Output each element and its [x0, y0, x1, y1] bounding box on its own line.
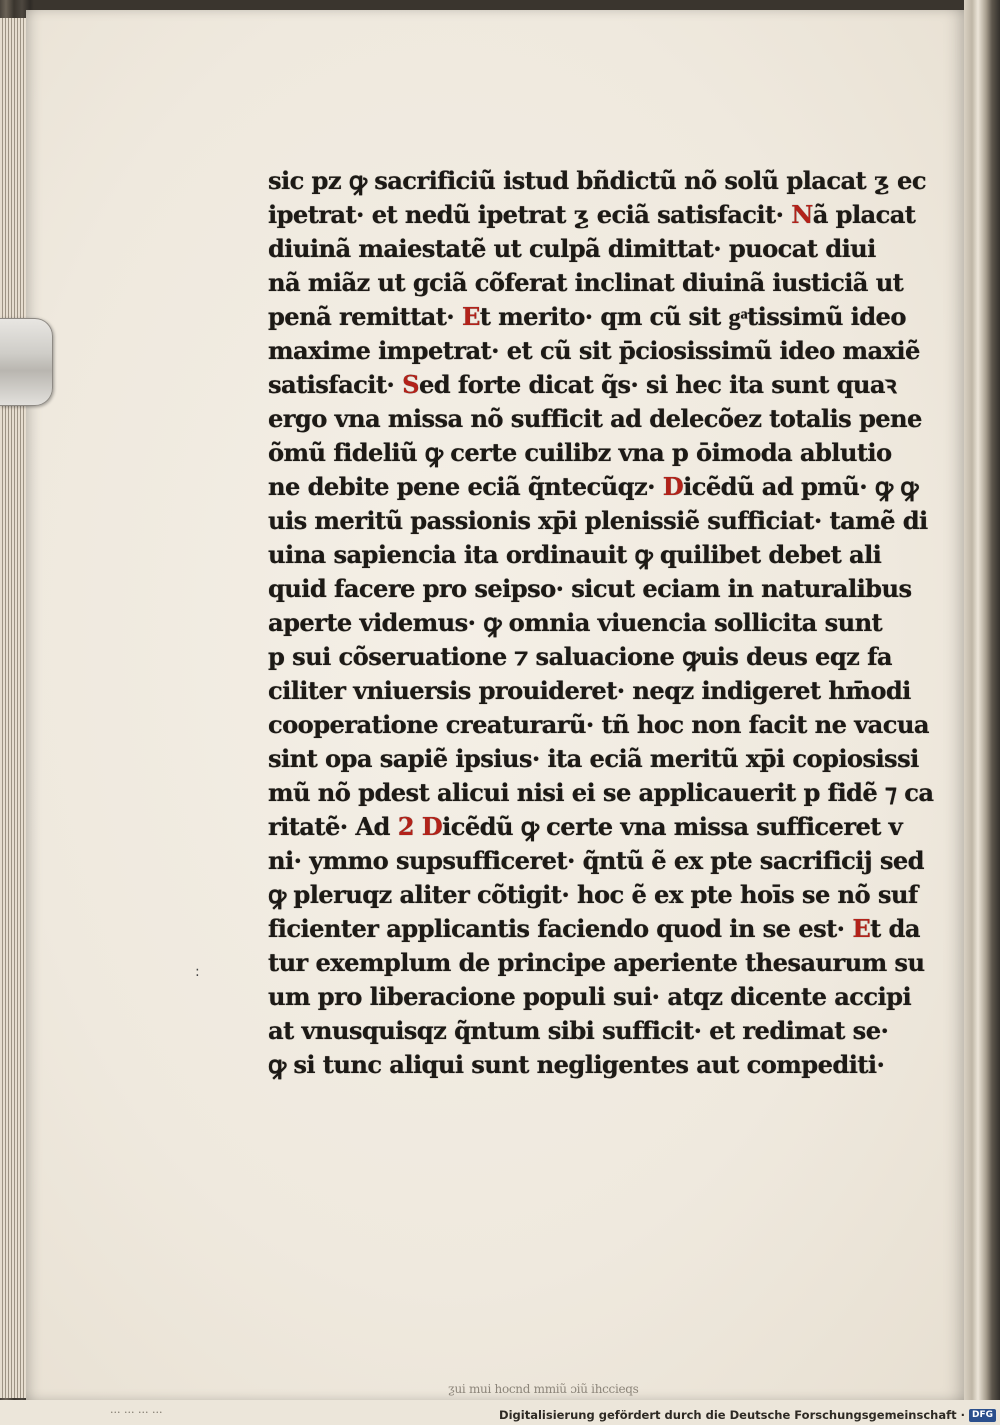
text-line: [268, 436, 892, 470]
line-text: ficienter applicantis faciendo quod in se est·: [268, 914, 853, 943]
line-text: ã placat: [812, 200, 916, 229]
line-text: õmũ fideliũ ꝙ certe cuilibz vna p ōimoda ablutio: [268, 438, 892, 467]
text-line: [268, 164, 926, 198]
line-text: ipetrat· et nedũ ipetrat ƺ eciã satisfacit·: [268, 200, 792, 229]
rubricated-initial: 2: [397, 812, 414, 841]
line-text: uis meritũ passionis xp̄i plenissiẽ sufficiat· tamẽ di: [268, 506, 928, 535]
line-text: t merito· qm cũ sit gͣtissimũ ideo: [479, 302, 906, 331]
text-line: [268, 844, 924, 878]
text-line: [268, 810, 903, 844]
text-line: [268, 1048, 885, 1082]
text-block: [268, 164, 934, 1082]
rubricated-initial: S: [402, 370, 419, 399]
text-line: [268, 980, 912, 1014]
margin-mark: :: [195, 964, 200, 980]
footer-credit: [499, 1406, 996, 1424]
line-text: uina sapiencia ita ordinauit ꝙ quilibet debet ali: [268, 540, 882, 569]
facing-page-text: ... ... ... ...: [110, 1403, 163, 1416]
line-text: mũ nõ pdest alicui nisi ei se applicauerit p fidẽ ⁊ ca: [268, 778, 934, 807]
line-text: quid facere pro seipso· sicut eciam in naturalibus: [268, 574, 912, 603]
line-text: p sui cõseruatione ⁊ saluacione ꝙuis deus eqz fa: [268, 642, 892, 671]
text-line: [268, 232, 876, 266]
text-line: [268, 606, 883, 640]
line-text: ritatẽ· Ad: [268, 812, 398, 841]
line-text: aperte videmus· ꝙ omnia viuencia sollicita sunt: [268, 608, 883, 637]
rubricated-initial: E: [852, 914, 871, 943]
line-text: icẽdũ ꝙ certe vna missa sufficeret v: [442, 812, 903, 841]
line-text: sic pz ꝙ sacrificiũ istud bñdictũ nõ solũ placat ƺ ec: [268, 166, 926, 195]
text-line: [268, 300, 906, 334]
text-line: [268, 912, 920, 946]
line-text: diuinã maiestatẽ ut culpã dimittat· puocat diui: [268, 234, 876, 263]
dfg-logo: DFG: [969, 1409, 996, 1422]
text-line: [268, 776, 934, 810]
line-text: ciliter vniuersis prouideret· neqz indigeret hm̄odi: [268, 676, 911, 705]
text-line: [268, 878, 918, 912]
line-text: maxime impetrat· et cũ sit p̄ciosissimũ ideo maxiẽ: [268, 336, 920, 365]
text-line: [268, 266, 904, 300]
line-text: cooperatione creaturarũ· tñ hoc non facit ne vacua: [268, 710, 929, 739]
line-text: [414, 812, 422, 841]
bleed-through-text: ƺui mui hocnd mmiũ ɔiũ ihccieqs: [448, 1382, 639, 1396]
line-text: penã remittat·: [268, 302, 462, 331]
right-page-edges: [964, 0, 1000, 1400]
text-line: [268, 368, 896, 402]
line-text: ni· ymmo supsufficeret· q̃ntũ ẽ ex pte sacrificij sed: [268, 846, 924, 875]
line-text: ed forte dicat q̃s· si hec ita sunt quaꝛ: [418, 370, 896, 399]
text-line: [268, 708, 929, 742]
text-line: [268, 470, 918, 504]
text-line: [268, 946, 925, 980]
line-text: nã miãz ut gciã cõferat inclinat diuinã iusticiã ut: [268, 268, 904, 297]
rubricated-initial: D: [662, 472, 684, 501]
text-line: [268, 538, 882, 572]
text-line: [268, 640, 892, 674]
page-clip: [0, 318, 53, 406]
line-text: satisfacit·: [268, 370, 403, 399]
line-text: um pro liberacione populi sui· atqz dicente accipi: [268, 982, 912, 1011]
rubricated-initial: N: [791, 200, 813, 229]
line-text: ꝙ pleruqz aliter cõtigit· hoc ẽ ex pte hoīs se nõ suf: [268, 880, 918, 909]
line-text: icẽdũ ad pmũ· ꝙ ꝙ: [683, 472, 918, 501]
text-line: [268, 742, 919, 776]
text-line: [268, 504, 928, 538]
line-text: sint opa sapiẽ ipsius· ita eciã meritũ xp̄i copiosissi: [268, 744, 919, 773]
line-text: t da: [870, 914, 920, 943]
text-line: [268, 572, 912, 606]
line-text: ne debite pene eciã q̃ntecũqz·: [268, 472, 663, 501]
line-text: at vnusquisqz q̃ntum sibi sufficit· et redimat se·: [268, 1016, 889, 1045]
line-text: ꝙ si tunc aliqui sunt negligentes aut compediti·: [268, 1050, 885, 1079]
text-line: [268, 402, 922, 436]
rubricated-initial: E: [461, 302, 480, 331]
line-text: tur exemplum de principe aperiente thesaurum su: [268, 948, 925, 977]
text-line: [268, 1014, 889, 1048]
rubricated-initial: D: [421, 812, 443, 841]
text-line: [268, 334, 920, 368]
text-line: [268, 674, 911, 708]
line-text: ergo vna missa nõ sufficit ad delecõez totalis pene: [268, 404, 922, 433]
text-line: [268, 198, 916, 232]
footer-credit-text: Digitalisierung gefördert durch die Deutsche Forschungsgemeinschaft ·: [499, 1408, 965, 1422]
